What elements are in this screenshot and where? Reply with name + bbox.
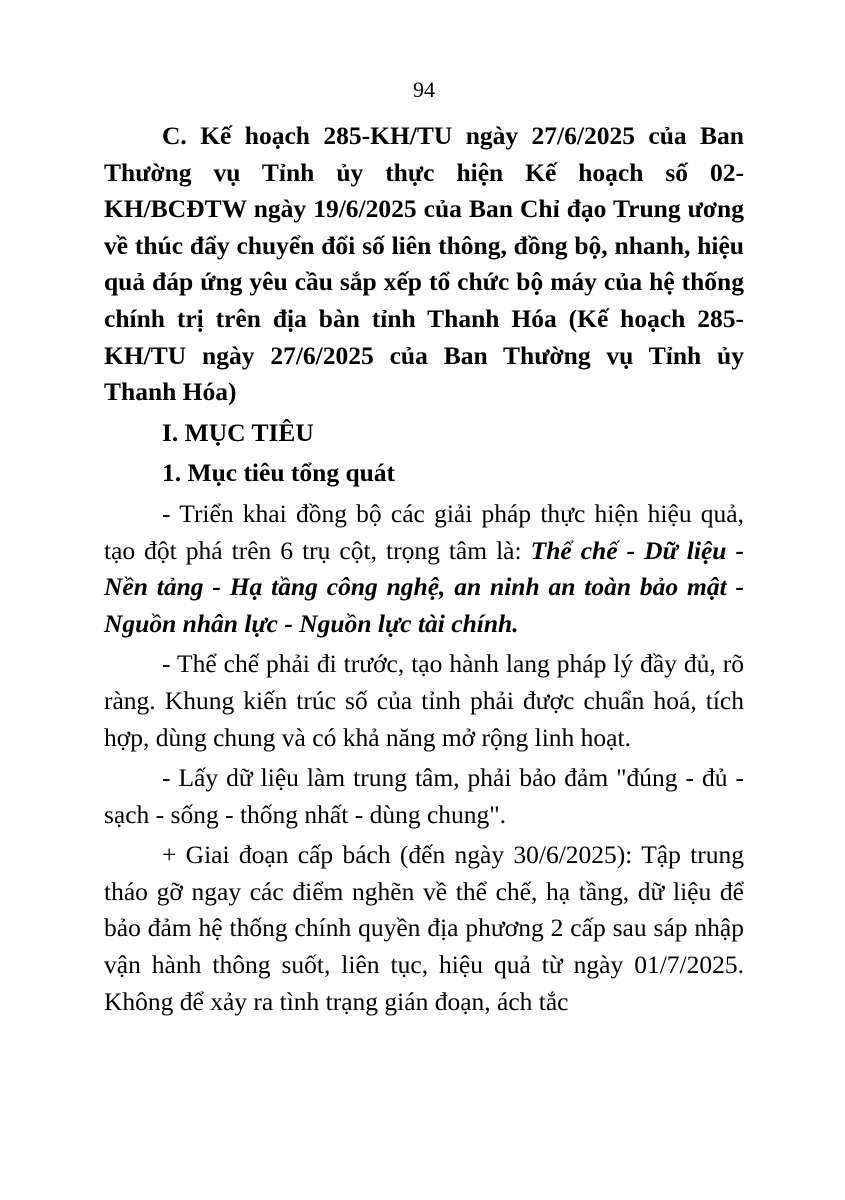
paragraph-pillars: [104, 496, 744, 642]
plan-title: C. Kế hoạch 285-KH/TU ngày 27/6/2025 của Ban Thường vụ Tỉnh ủy thực hiện Kế hoạch số 02-KH/BCĐTW ngày 19/6/2025 của Ban Chỉ đạo Trung ương về thúc đẩy chuyển đổi số liên thông, đồng bộ, nhanh, hiệu quả đáp ứng yêu cầu sắp xếp tổ chức bộ máy của hệ thống chính trị trên địa bàn tỉnh Thanh Hóa (Kế hoạch 285-KH/TU ngày 27/6/2025 của Ban Thường vụ Tỉnh ủy Thanh Hóa): [104, 121, 744, 407]
section-heading: I. MỤC TIÊU: [162, 417, 314, 447]
paragraph-pillars-emphasis: Thể chế - Dữ liệu - Nền tảng - Hạ tầng công nghệ, an ninh an toàn bảo mật - Nguồn nhân lực - Nguồn lực tài chính.: [104, 535, 744, 638]
paragraph-pillars-text: - Triển khai đồng bộ các giải pháp thực hiện hiệu quả, tạo đột phá trên 6 trụ cột, trọng tâm là:: [104, 498, 744, 565]
paragraph-data-centric: - Lấy dữ liệu làm trung tâm, phải bảo đảm "đúng - đủ - sạch - sống - thống nhất - dùng chung".: [104, 763, 744, 829]
paragraph-institutions: - Thể chế phải đi trước, tạo hành lang pháp lý đầy đủ, rõ ràng. Khung kiến trúc số của tỉnh phải được chuẩn hoá, tích hợp, dùng chung và có khả năng mở rộng linh hoạt.: [104, 649, 744, 752]
page-number: 94: [413, 77, 435, 102]
document-content: [104, 118, 744, 1020]
paragraph-urgent-phase: + Giai đoạn cấp bách (đến ngày 30/6/2025): Tập trung tháo gỡ ngay các điểm nghẽn về thể chế, hạ tầng, dữ liệu để bảo đảm hệ thống chính quyền địa phương 2 cấp sau sáp nhập vận hành thông suốt, liên tục, hiệu quả từ ngày 01/7/2025. Không để xảy ra tình trạng gián đoạn, ách tắc: [104, 840, 744, 1016]
subsection-heading: 1. Mục tiêu tổng quát: [162, 458, 396, 488]
